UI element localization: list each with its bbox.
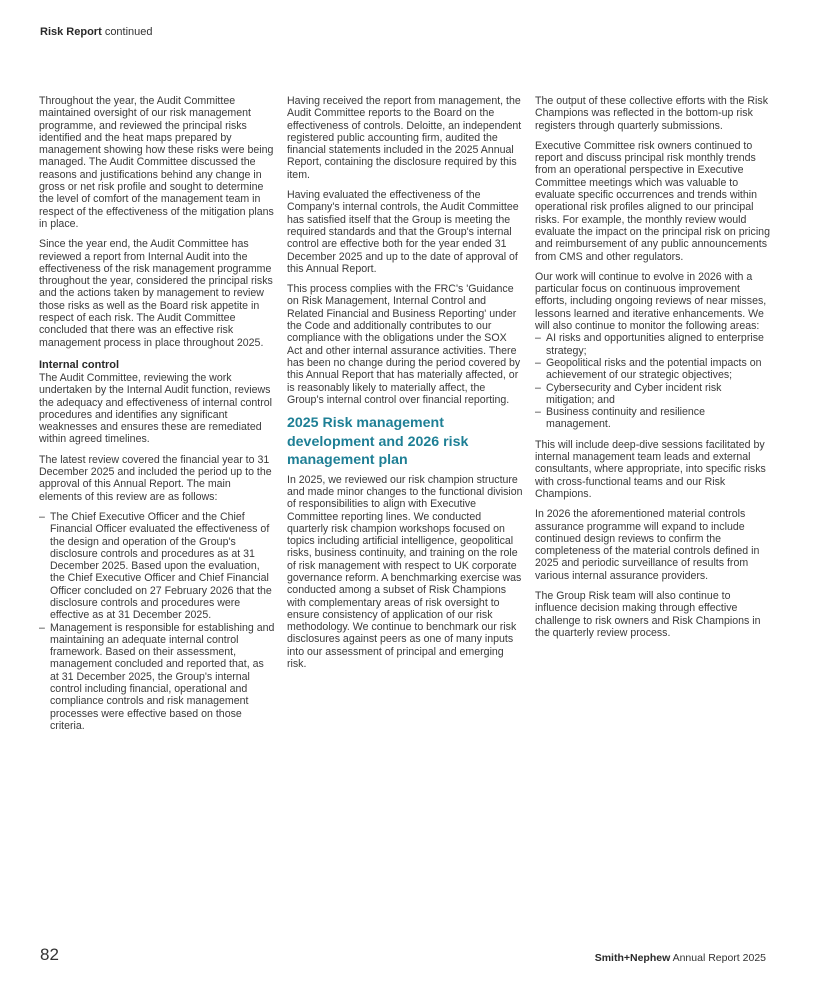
- page-header: [40, 26, 153, 38]
- paragraph: In 2026 the aforementioned material controls assurance programme will expand to include continued design reviews to confirm the completeness of the material controls defined in 2025 and periodic surveillance of results from various internal assurance providers.: [535, 508, 760, 582]
- paragraph: This process complies with the FRC's 'Guidance on Risk Management, Internal Control and Related Financial and Business Reporting' under the Code and additionally contributes to our compliance with the obligations under the SOX Act and other internal assurance activities. There has been no change during the period covered by this Annual Report that has materially affected, or is reasonably likely to materially affect, the Group's internal control over financial reporting.: [287, 283, 521, 406]
- paragraph: In 2025, we reviewed our risk champion structure and made minor changes to the functional division of responsibilities to align with Executive Committee reporting lines. We conducted quarterly risk champion workshops focused on topics including artificial intelligence, geopolitical risks, business continuity, and training on the role of risk management with respect to UK corporate governance reform. A benchmarking exercise was conducted among a subset of Risk Champions with complementary areas of risk oversight to ensure consistency of application of our risk methodology. We continue to benchmark our risk disclosures against peers as one of many inputs into our assessment of principal and emerging risk.: [287, 473, 523, 671]
- paragraph: Executive Committee risk owners continued to report and discuss principal risk monthly trends from an operational perspective in Executive Committee meetings which was valuable to evaluate specific occurrences and trends within operational risk profiles aligned to our principal risks. For example, the monthly review would evaluate the impact on the principal risk on pricing and reimbursement of any public announcements from CMS and other regulators.: [535, 139, 770, 263]
- list-item: – Cybersecurity and Cyber incident risk mitigation; and: [535, 382, 771, 407]
- list-item: – Geopolitical risks and the potential impacts on achievement of our strategic objectives;: [535, 357, 771, 382]
- paragraph: Having received the report from management, the Audit Committee reports to the Board on the effectiveness of controls. Deloitte, an independent registered public accounting firm, audited the financial statements included in the 2025 Annual Report, containing the disclosure required by this item.: [287, 95, 522, 181]
- paragraph: Since the year end, the Audit Committee has reviewed a report from Internal Audit into the effectiveness of the risk management programme throughout the year, considered the principal risks and the actions taken by management to review those risks as well as the Board risk appetite in respect of each risk. The Audit Committee concluded that there was an effective risk management process in place throughout 2025.: [39, 238, 273, 349]
- paragraph: The Audit Committee, reviewing the work undertaken by the Internal Audit function, reviews the adequacy and effectiveness of internal control procedures and identifies any significant weaknesses and ensures these are remediated within agreed timelines.: [39, 371, 273, 446]
- list-item: – Management is responsible for establishing and maintaining an adequate internal control framework. Based on their assessment, management concluded and reported that, as at 31 December 2025, the Group's internal control including financial, operational and compliance controls and risk management processes were effective based on those criteria.: [39, 622, 275, 733]
- column-1: [39, 95, 275, 740]
- paragraph: The latest review covered the financial year to 31 December 2025 and included the period up to the approval of this Annual Report. The main elements of this review are as follows:: [39, 453, 272, 503]
- column-3: [535, 95, 771, 647]
- report-title: Annual Report 2025: [672, 952, 766, 964]
- paragraph: This will include deep-dive sessions facilitated by internal management team leads and external consultants, where appropriate, into specific risks with cross-functional teams and our Risk Champions.: [535, 438, 766, 500]
- paragraph: Our work will continue to evolve in 2026 with a particular focus on continuous improvement efforts, including ongoing reviews of near misses, lessons learned and iterative enhancements. We will also continue to monitor the following areas:: [535, 270, 767, 333]
- list-item: – Business continuity and resilience management.: [535, 406, 771, 431]
- paragraph: Having evaluated the effectiveness of the Company's internal controls, the Audit Committee has satisfied itself that the Group is meeting the required standards and that the Group's internal control are effective both for the year ended 31 December 2025 and up to the date of approval of this Annual Report.: [287, 189, 519, 275]
- footer-brand-line: [595, 952, 766, 964]
- paragraph: Throughout the year, the Audit Committee maintained oversight of our risk management programme, and reviewed the principal risks identified and the heat maps prepared by management showing how these risks were being managed. The Audit Committee discussed the reasons and justifications behind any change in gross or net risk profile and sought to determine the level of comfort of the management team in respect of the effectiveness of the mitigation plans in place.: [39, 95, 274, 230]
- paragraph: The output of these collective efforts with the Risk Champions was reflected in the bottom-up risk registers through quarterly submissions.: [535, 95, 768, 132]
- page-number: 82: [40, 945, 59, 964]
- paragraph: The Group Risk team will also continue to influence decision making through effective challenge to risk owners and Risk Champions in the quarterly review process.: [535, 589, 761, 639]
- brand-name: Smith+Nephew: [594, 952, 671, 964]
- header-suffix: continued: [104, 26, 153, 38]
- section-heading: 2025 Risk management development and 2026 risk management plan: [287, 415, 469, 469]
- column-2: [287, 95, 523, 678]
- header-section: Risk Report: [40, 26, 102, 38]
- subheading-internal-control: Internal control: [39, 358, 120, 371]
- review-list: [39, 511, 275, 732]
- monitor-list: [535, 332, 771, 430]
- list-item: – The Chief Executive Officer and the Chief Financial Officer evaluated the effectiveness of the design and operation of the Group's disclosure controls and procedures as at 31 December 2025. Based upon the evaluation, the Chief Executive Officer and Chief Financial Officer concluded on 27 February 2026 that the disclosure controls and procedures were effective as at 31 December 2025.: [39, 511, 275, 622]
- list-item: – AI risks and opportunities aligned to enterprise strategy;: [535, 332, 771, 357]
